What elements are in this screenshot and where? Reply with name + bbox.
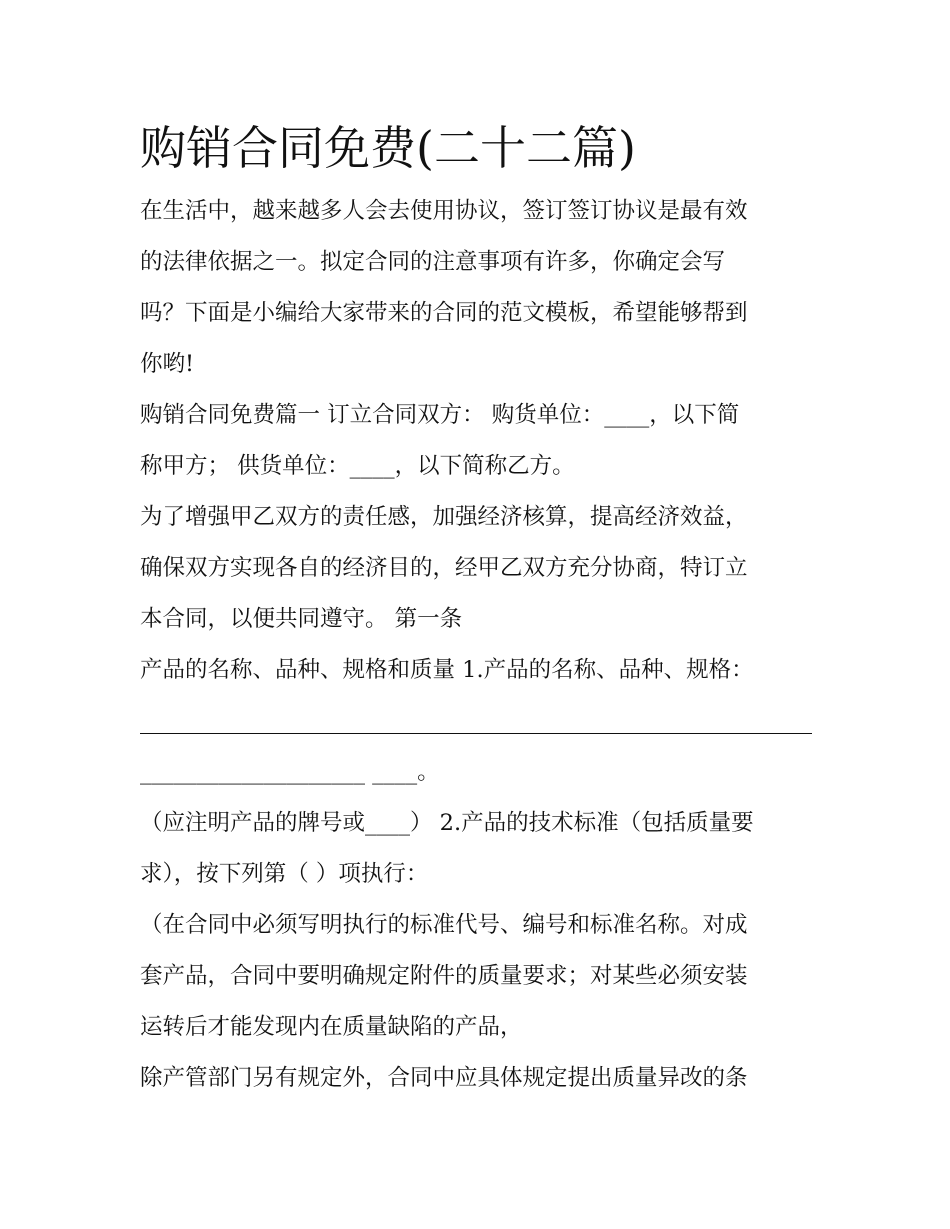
parties-line-2: 称甲方； 供货单位：____，以下简称乙方。 — [140, 453, 575, 479]
standard-line-1: （应注明产品的牌号或____） 2.产品的技术标准（包括质量要 — [140, 810, 754, 836]
note-line-3: 运转后才能发现内在质量缺陷的产品， — [140, 1014, 523, 1040]
intro-line-2: 的法律依据之一。拟定合同的注意事项有许多，你确定会写 — [140, 249, 726, 275]
note-line-2: 套产品，合同中要明确规定附件的质量要求；对某些必须安装 — [140, 963, 748, 989]
parties-line-1: 购销合同免费篇一 订立合同双方： 购货单位：____，以下简 — [140, 402, 740, 428]
purpose-line-3: 本合同，以便共同遵守。 第一条 — [140, 606, 463, 632]
purpose-line-2: 确保双方实现各自的经济目的，经甲乙双方充分协商，特订立 — [140, 555, 748, 581]
product-spec-line: 产品的名称、品种、规格和质量 1.产品的名称、品种、规格： — [140, 657, 754, 683]
document-body — [140, 120, 812, 1104]
blank-underline — [140, 733, 812, 734]
blank-fill-line — [140, 696, 812, 747]
last-line: 除产管部门另有规定外，合同中应具体规定提出质量异改的条 — [140, 1065, 748, 1091]
intro-line-4: 你哟! — [140, 351, 195, 377]
intro-line-1: 在生活中，越来越多人会去使用协议，签订签订协议是最有效 — [140, 198, 748, 224]
purpose-line-1: 为了增强甲乙双方的责任感，加强经济核算，提高经济效益， — [140, 504, 748, 530]
document-title: 购销合同免费(二十二篇) — [140, 121, 636, 175]
note-line-1: （在合同中必须写明执行的标准代号、编号和标准名称。对成 — [140, 912, 748, 938]
intro-line-3: 吗？下面是小编给大家带来的合同的范文模板，希望能够帮到 — [140, 300, 748, 326]
standard-line-2: 求），按下列第（ ）项执行： — [140, 861, 429, 887]
blank-tail-line: ____________________ ____。 — [140, 759, 440, 785]
